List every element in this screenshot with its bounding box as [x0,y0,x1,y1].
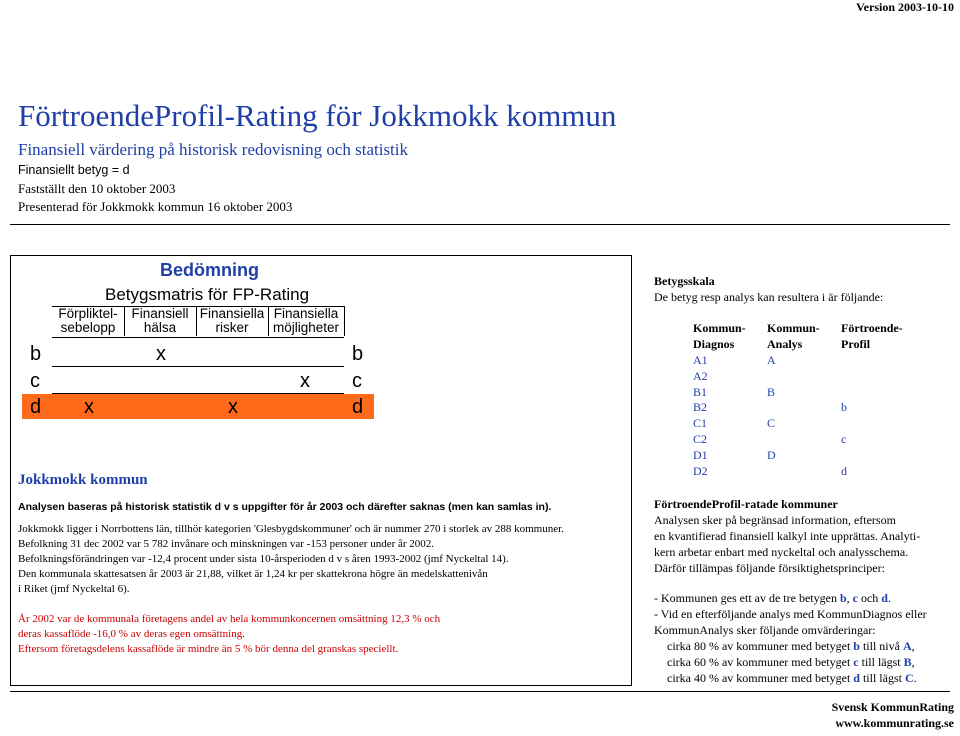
row-line [52,366,344,367]
page-title: FörtroendeProfil-Rating för Jokkmokk kommun [18,98,617,133]
matrix-mark: x [156,343,166,365]
row-grade-d-right: d [352,396,364,418]
matrix-mark: x [228,396,238,418]
revaluation-line-b: cirka 80 % av kommuner med betyget b till nivå A, [667,639,915,653]
header-divider [10,224,950,225]
revaluation-line-d: cirka 40 % av kommuner med betyget d till lägst C. [667,671,917,685]
company-note-line: deras kassaflöde -16,0 % av deras egen omsättning. [18,628,245,640]
kommun-name: Jokkmokk kommun [18,472,148,488]
column-header-finansiella-risker: Finansiella risker [199,306,265,335]
rule-bullet-2-cont: KommunAnalys sker följande omvärderingar: [654,623,876,637]
rule-bullet-2: - Vid en efterföljande analys med KommunDiagnos eller [654,607,927,621]
column-header-finansiella-mojligheter: Finansiella möjligheter [272,306,340,335]
row-grade-c-right: c [352,370,362,392]
matrix-mark: x [300,370,310,392]
company-note-line: Eftersom företagsdelens kassaflöde är mindre än 5 % bör denna del granskas speciellt. [18,643,399,655]
column-separator [196,306,197,336]
footer-url[interactable]: www.kommunrating.se [835,716,954,730]
rated-heading: FörtroendeProfil-ratade kommuner [654,497,838,511]
footer-divider [10,691,950,692]
scale-column-profil: b c d [841,400,847,478]
description-line: Befolkningsförändringen var -12,4 procent under sista 10-årsperioden d v s åren 1993-2002 (jmf Nyckeltal 14). [18,553,509,565]
scale-description: De betyg resp analys kan resultera i är följande: [654,290,884,304]
rated-text-line: Därför tillämpas följande försiktighetsprinciper: [654,561,885,575]
column-separator [344,306,345,336]
row-line [52,393,344,394]
row-grade-c: c [30,370,40,392]
version-label: Version 2003-10-10 [856,0,954,14]
rated-text-line: Analysen sker på begränsad information, eftersom [654,513,896,527]
column-separator [124,306,125,336]
row-line [52,337,344,338]
scale-heading: Betygsskala [654,274,715,288]
scale-column-analys: A B C D [767,353,776,462]
scale-col-header-analys: Kommun- Analys [767,321,820,351]
matrix-heading: Bedömning [160,260,259,280]
column-header-finansiell-halsa: Finansiell hälsa [131,306,189,335]
page-subtitle: Finansiell värdering på historisk redovisning och statistik [18,140,409,159]
footer-company: Svensk KommunRating [831,700,954,714]
description-line: i Riket (jmf Nyckeltal 6). [18,583,130,595]
analysis-basis-note: Analysen baseras på historisk statistik d v s uppgifter för år 2003 och därefter saknas (men kan samlas in). [18,501,552,513]
rated-text-line: kern arbetar enbart med nyckeltal och analysschema. [654,545,909,559]
column-separator [268,306,269,336]
grade-line: Finansiellt betyg = d [18,163,130,177]
scale-column-diagnos: A1 A2 B1 B2 C1 C2 D1 D2 [693,353,708,478]
row-grade-d: d [30,396,42,418]
established-date: Fastställt den 10 oktober 2003 [18,181,176,196]
rated-text-line: en kvantifierad finansiell kalkyl inte upprättas. Analyti- [654,529,921,543]
row-grade-b-right: b [352,343,364,365]
column-header-forpliktelsebelopp: Förpliktel- sebelopp [58,306,118,335]
description-line: Den kommunala skattesatsen år 2003 är 21,88, vilket är 1,24 kr per skattekrona högre än medelskattenivån [18,568,488,580]
company-note-line: År 2002 var de kommunala företagens andel av hela kommunkoncernen omsättning 12,3 % och [18,613,441,625]
description-line: Befolkning 31 dec 2002 var 5 782 invånare och minskningen var -153 personer under år 2002. [18,538,435,550]
revaluation-line-c: cirka 60 % av kommuner med betyget c till lägst B, [667,655,915,669]
presented-date: Presenterad för Jokkmokk kommun 16 oktober 2003 [18,199,293,214]
description-line: Jokkmokk ligger i Norrbottens län, tillhör kategorien 'Glesbygdskommuner' och är nummer 270 i storlek av 288 kommuner. [18,523,564,535]
highlight-row-d [22,394,374,419]
scale-col-header-diagnos: Kommun- Diagnos [693,321,746,351]
matrix-mark: x [84,396,94,418]
scale-col-header-profil: Förtroende- Profil [841,321,903,351]
rule-bullet-1: - Kommunen ges ett av de tre betygen b, c och d. [654,591,891,605]
row-grade-b: b [30,343,42,365]
matrix-title: Betygsmatris för FP-Rating [105,285,310,304]
